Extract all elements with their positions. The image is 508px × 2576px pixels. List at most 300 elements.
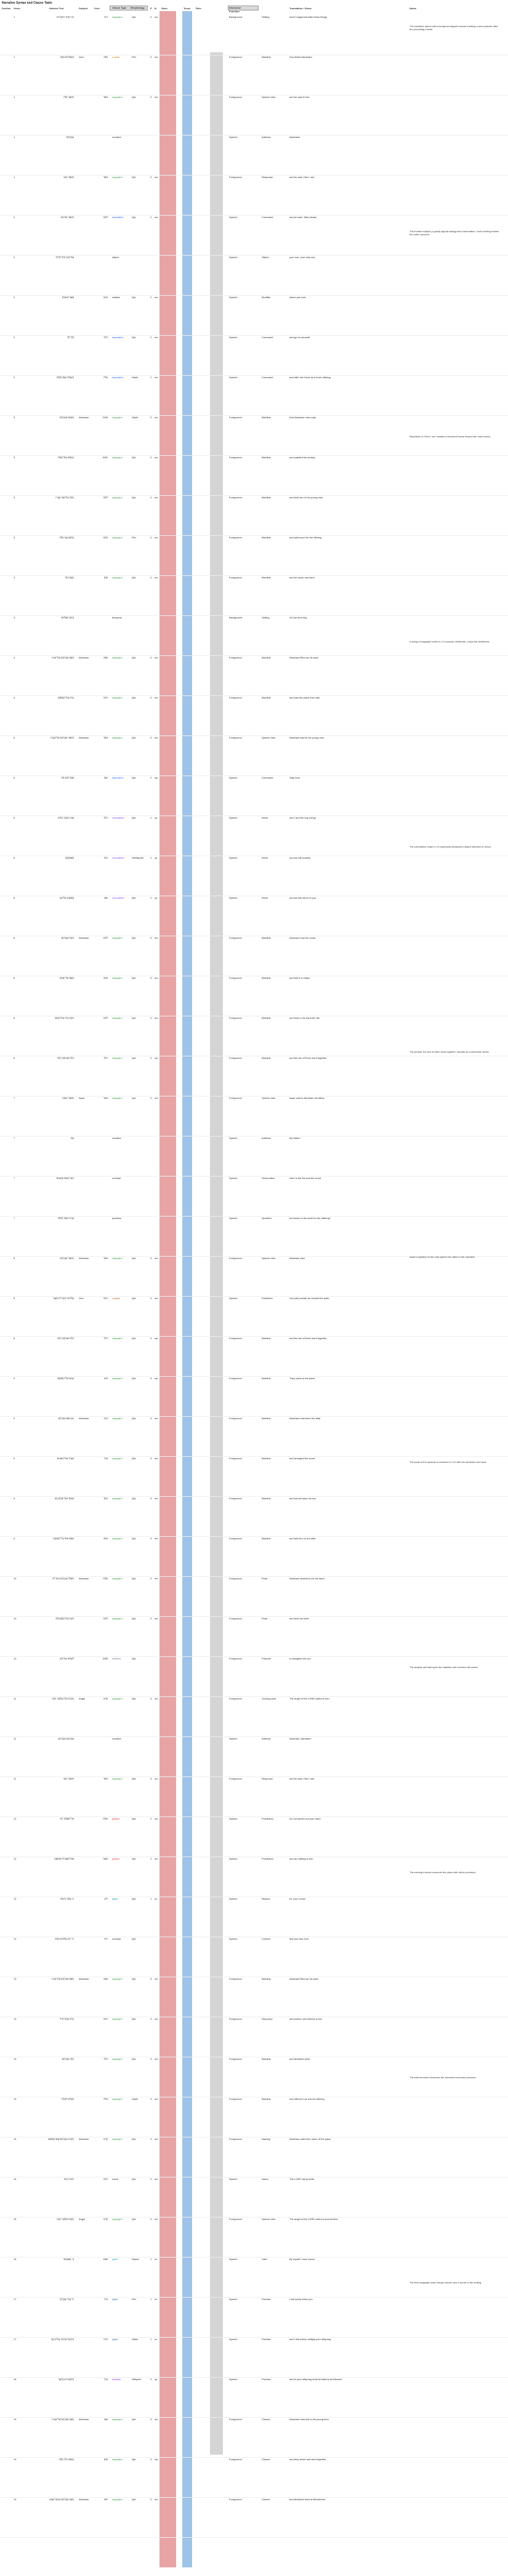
cell-ref: 13 <box>14 2057 17 2060</box>
cell-gloss: and saddled his donkey <box>289 456 316 459</box>
cell-ref: 19 <box>14 2458 17 2461</box>
cell-fn: Command <box>262 376 273 379</box>
cell-gloss: and took two of his young men <box>289 496 323 499</box>
cell-ref: 14 <box>14 2177 17 2181</box>
cell-fn: Mainline <box>262 1337 271 1340</box>
cell-ref: 7 <box>14 1136 15 1140</box>
cell-heb: וַיֹּאמֶר הִנֵּנִי <box>63 176 74 179</box>
table-row <box>0 55 508 95</box>
cell-gloss: and he said, Take please <box>289 216 317 219</box>
header-notes: Notes <box>409 7 417 10</box>
cell-heb: וַיִּקַּח אֶת־שְׁנֵי נְעָרָיו <box>55 496 74 499</box>
cell-morph: Qal <box>132 2137 136 2141</box>
cell-gloss: and bound Isaac his son <box>289 1497 316 1500</box>
cell-fn: Setting <box>262 15 270 18</box>
cell-fn: Mainline <box>262 1537 271 1540</box>
cell-p: 1 <box>150 2338 152 2341</box>
cell-morph: Hithpael <box>132 2378 141 2381</box>
cell-gloss: and saw the place from afar <box>289 696 320 699</box>
cell-gloss: whom you love <box>289 296 306 299</box>
cell-morph: Qal <box>132 1857 136 1860</box>
cell-fn: Promise <box>262 2298 271 2301</box>
note-text: The peak of the episode is reached in v.10 with the stretched out hand. <box>409 1460 487 1464</box>
cell-role: Foreground <box>229 2498 242 2501</box>
cell-role: Speech <box>229 2258 238 2261</box>
cell-role: Speech <box>229 136 238 139</box>
table-row <box>0 1496 508 1537</box>
cell-morph: Qal <box>132 976 136 979</box>
cell-ref: 13 <box>14 2017 17 2020</box>
cell-type: vocative <box>112 136 121 139</box>
cell-p: 3 <box>150 656 152 659</box>
cell-n: ms <box>155 2057 158 2060</box>
table-row <box>0 175 508 216</box>
cell-fn: Speech intro <box>262 95 276 99</box>
cell-heb: לִשְׁחֹט אֶת־בְּנוֹ <box>59 1657 74 1660</box>
cell-fn: Closure <box>262 2458 270 2461</box>
cell-n: mp <box>155 1377 158 1380</box>
cell-type: yiqtol <box>112 2298 118 2301</box>
cell-role: Speech <box>229 2378 238 2381</box>
cell-n: mp <box>155 776 158 779</box>
cell-gloss: And Abraham rose early <box>289 416 316 419</box>
cell-ref: 2 <box>14 376 15 379</box>
cell-role: Foreground <box>229 2057 242 2060</box>
cell-heb: וְנָשׁוּבָה אֲלֵיכֶם <box>60 896 74 899</box>
note-text: The fronted subject (x-qatal) signals background information: God's testing frames the entire account. <box>409 230 499 236</box>
cell-role: Foreground <box>229 496 242 499</box>
table-row <box>0 936 508 976</box>
cell-gloss: and arranged the wood <box>289 1457 315 1460</box>
cell-fn: Command <box>262 336 273 339</box>
cell-gloss: God will provide for himself the lamb <box>289 1297 329 1300</box>
cell-vb: היה <box>103 15 108 18</box>
table-row <box>0 2497 508 2538</box>
cell-fn: Turning point <box>262 1697 276 1700</box>
cell-role: Speech <box>229 1737 238 1740</box>
cell-type: wayyiqtol <box>112 2458 123 2461</box>
cell-vb: אמר <box>103 1096 108 1100</box>
cell-gloss: and he said, Here I am <box>289 1777 315 1780</box>
cell-p: 3 <box>150 1257 152 1260</box>
cell-gloss: Abraham called the name of the place <box>289 2137 331 2141</box>
cell-morph: Hishtaphel <box>132 856 143 859</box>
note-text: The naming formula connects the place with divine provision. <box>409 1871 477 1874</box>
cell-ref: 14 <box>14 2137 17 2141</box>
cell-heb: וַיַּעֲלֵהוּ לְעֹלָה <box>61 2097 74 2100</box>
cell-gloss: and the two of them went together <box>289 1337 327 1340</box>
cell-heb: וַיִּקְרָא אֵלָיו מַלְאַךְ יְהוָה <box>52 1697 74 1700</box>
cell-n: ms <box>155 696 158 699</box>
cell-role: Foreground <box>229 2458 242 2461</box>
cell-p: 2 <box>150 776 152 779</box>
cell-role: Background <box>229 15 243 18</box>
cell-fn: Speech intro <box>262 736 276 739</box>
cell-sub: God <box>79 55 84 59</box>
cell-morph: Hiphil <box>132 2338 139 2341</box>
cell-role: Foreground <box>229 1577 242 1580</box>
cell-type: wayyiqtol <box>112 2017 123 2020</box>
cell-gloss: Abraham returned to his young men <box>289 2418 329 2421</box>
cell-morph: Qal <box>132 15 136 18</box>
cell-ref: 9 <box>14 1457 15 1460</box>
cell-morph: Qal <box>132 336 136 339</box>
cell-type: wayyiqtol <box>112 1617 123 1620</box>
table-row <box>0 2297 508 2338</box>
cell-fn: Address <box>262 136 271 139</box>
cell-heb: הִנֵּה הָאֵשׁ וְהָעֵצִים <box>56 1177 74 1180</box>
cell-sub: Isaac <box>79 1096 85 1100</box>
cell-vb: ראה <box>103 2177 108 2181</box>
cell-fn: Mainline <box>262 1497 271 1500</box>
cell-heb: וַיְבַקַּע עֲצֵי עֹלָה <box>59 536 74 539</box>
cell-role: Speech <box>229 2177 238 2181</box>
cell-ref: 5 <box>14 776 15 779</box>
cell-n: ms <box>155 2498 158 2501</box>
cell-p: 3 <box>150 2218 152 2221</box>
cell-ref: 13 <box>14 2097 17 2100</box>
note-text: Repetition of 'Here I am' creates a structural frame around the main action. <box>409 435 491 438</box>
cell-n: ms <box>155 15 158 18</box>
cell-p: 2 <box>150 336 152 339</box>
cell-role: Speech <box>229 776 238 779</box>
table-row <box>0 2417 508 2458</box>
cell-morph: Qal <box>132 1417 136 1420</box>
cell-ref: 4 <box>14 696 15 699</box>
cell-type: object <box>112 256 119 259</box>
cell-vb: ראה <box>103 2017 108 2020</box>
cell-gloss: and he arose and went <box>289 576 315 579</box>
cell-role: Speech <box>229 336 238 339</box>
cell-p: 3 <box>150 1337 152 1340</box>
cell-fn: Speech intro <box>262 1257 276 1260</box>
cell-vb: בוא <box>104 1377 108 1380</box>
cell-role: Speech <box>229 2338 238 2341</box>
cell-type: wayyiqtol <box>112 936 123 939</box>
cell-vb: קרא <box>103 2137 108 2141</box>
cell-heb: כִּי עַתָּה יָדַעְתִּי <box>60 1897 74 1900</box>
cell-vb: עקד <box>103 1497 108 1500</box>
cell-fn: Closure <box>262 2498 270 2501</box>
table-row <box>0 655 508 696</box>
cell-fn: Content <box>262 1937 271 1940</box>
cell-ref: 9 <box>14 1497 15 1500</box>
cell-heb: וַיִּקַּח בְּיָדוֹ אֶת־הָאֵשׁ <box>55 1016 74 1019</box>
cell-type: wayyiqtol <box>112 1497 123 1500</box>
cell-ref: 9 <box>14 1537 15 1540</box>
cell-vb: לקח <box>103 1016 108 1019</box>
cell-type: vocative <box>112 1737 121 1740</box>
note-text: The oath formula introduces the renewed covenant promises. <box>409 2076 477 2079</box>
table-row <box>0 1376 508 1417</box>
cell-fn: Mainline <box>262 1977 271 1980</box>
cell-heb: וַיַּרְא אֶת־הַמָּקוֹם <box>57 696 74 699</box>
note-text: The cohortative chain in v.5 expresses Abraham's stated intention to return. <box>409 845 492 848</box>
cell-type: wayyiqtol <box>112 1257 123 1260</box>
cell-morph: Qal <box>132 936 136 939</box>
cell-role: Foreground <box>229 1257 242 1260</box>
cell-gloss: I will surely bless you <box>289 2298 313 2301</box>
cell-p: 3 <box>150 1016 152 1019</box>
cell-type: x-qatal <box>112 55 120 59</box>
cell-type: wayyiqtol <box>112 536 123 539</box>
cell-morph: Qal <box>132 1817 136 1820</box>
cell-ref: 3 <box>14 576 15 579</box>
cell-n: ms <box>155 2177 158 2181</box>
cell-fn: Promise <box>262 2378 271 2381</box>
cell-heb: וַיִּשָּׂא אַבְרָהָם אֶת־עֵינָיו <box>52 1977 74 1980</box>
cell-ref: 1 <box>14 55 15 59</box>
cell-gloss: Abraham said to his young men <box>289 736 325 739</box>
cell-n: ms <box>155 656 158 659</box>
cell-heb: יְהוָה יִרְאֶה <box>63 2177 74 2181</box>
cell-fn: Mainline <box>262 1377 271 1380</box>
cell-fn: Mainline <box>262 456 271 459</box>
cell-n: ms <box>155 496 158 499</box>
cell-fn: Promise <box>262 2338 271 2341</box>
cell-p: 3 <box>150 2097 152 2100</box>
cell-gloss: Here is the fire and the wood <box>289 1177 321 1180</box>
cell-ref: 15 <box>14 2218 17 2221</box>
cell-morph: Hiphil <box>132 376 139 379</box>
cell-gloss: and took the knife <box>289 1617 309 1620</box>
cell-morph: Hiphil <box>132 2097 139 2100</box>
cell-vb: שבע <box>103 2258 108 2261</box>
cell-type: wayyiqtol <box>112 1777 123 1780</box>
cell-type: wayyiqtol <box>112 1377 123 1380</box>
header-function: Function <box>229 10 240 13</box>
cell-gloss: for now I know <box>289 1897 305 1900</box>
cell-vb: לקח <box>103 496 108 499</box>
cell-n: ms <box>155 55 158 59</box>
cell-n: ms <box>155 976 158 979</box>
cell-heb: אֲשֶׁר־אָהַבְתָּ <box>62 296 74 299</box>
cell-p: 3 <box>150 936 152 939</box>
cell-role: Foreground <box>229 696 242 699</box>
cell-sub: Abraham <box>79 1257 89 1260</box>
cell-type: question <box>112 1217 122 1220</box>
cell-ref: 7 <box>14 1177 15 1180</box>
cell-p: 3 <box>150 2498 152 2501</box>
cell-n: cs <box>155 1897 157 1900</box>
cell-ref: 3 <box>14 496 15 499</box>
cell-n: ms <box>155 2137 158 2141</box>
cell-heb: וַיָּקֻמוּ וַיֵּלְכוּ יַחְדָּו <box>58 2458 74 2461</box>
table-row <box>0 295 508 336</box>
cell-ref: 18 <box>14 2378 17 2381</box>
table-row <box>0 1776 508 1817</box>
cell-heb: וַיִּשְׁלַח אַבְרָהָם אֶת־יָדוֹ <box>52 1577 74 1580</box>
cell-n: cs <box>155 2258 157 2261</box>
cell-fn: Setting <box>262 616 270 619</box>
cell-gloss: Isaac said to Abraham his father <box>289 1096 325 1100</box>
cell-role: Speech <box>229 1897 238 1900</box>
cell-fn: Mainline <box>262 1457 271 1460</box>
cell-heb: וַיֹּאמֶר קַח־נָא <box>60 216 74 219</box>
cell-p: 3 <box>150 1457 152 1460</box>
cell-fn: Mainline <box>262 2097 271 2100</box>
cell-p: 3 <box>150 456 152 459</box>
cell-fn: Mainline <box>262 1417 271 1420</box>
cell-type: name <box>112 2177 119 2181</box>
cell-ref: 8 <box>14 1257 15 1260</box>
cell-fn: Intent <box>262 816 268 819</box>
cell-vb: רבה <box>103 2338 108 2341</box>
table-row <box>0 135 508 176</box>
cell-n: ms <box>155 1457 158 1460</box>
cell-heb: וַיִּקְרָא מַלְאַךְ יְהוָה <box>57 2218 74 2221</box>
cell-p: 3 <box>150 2458 152 2461</box>
cell-vb: שכם <box>103 416 108 419</box>
cell-role: Foreground <box>229 936 242 939</box>
cell-role: Speech <box>229 376 238 379</box>
cell-gloss: and in your offspring shall all nations be blessed <box>289 2378 342 2381</box>
cell-heb: וַיֹּאמֶר אַבְרָהָם אֶל־נְעָרָיו <box>50 736 74 739</box>
note-text: The angelic call interrupts the mainline and reverses the action. <box>409 1666 479 1669</box>
cell-heb: וַיָּקָם וַיֵּלֶךְ <box>65 576 74 579</box>
cell-vb: אמר <box>103 176 108 179</box>
cell-type: wayyiqtol <box>112 1337 123 1340</box>
cell-morph: Qal <box>132 896 136 899</box>
cell-morph: Qal <box>132 1337 136 1340</box>
cell-ref: 10 <box>14 1657 17 1660</box>
cell-role: Foreground <box>229 55 242 59</box>
cell-ref: 19 <box>14 2418 17 2421</box>
note-text: The narrative opens with a temporal wayyehi clause marking a new episode after the preceding events. <box>409 25 498 31</box>
cell-n: ms <box>155 1817 158 1820</box>
cell-sub: Angel <box>79 2218 86 2221</box>
cell-type: wayyiqtol <box>112 95 123 99</box>
cell-p: 3 <box>150 1417 152 1420</box>
table-row <box>0 455 508 496</box>
cell-fn: Reason <box>262 1897 270 1900</box>
table-row <box>0 1817 508 1857</box>
table-row <box>0 2257 508 2298</box>
cell-p: 1 <box>150 896 152 899</box>
cell-p: 3 <box>150 496 152 499</box>
cell-vb: שלח <box>103 1577 108 1580</box>
cell-role: Speech <box>229 816 238 819</box>
cell-gloss: and the two of them went together <box>289 1056 327 1059</box>
cell-sub: God <box>79 1297 84 1300</box>
table-row <box>0 2097 508 2137</box>
cell-morph: Qal <box>132 456 136 459</box>
cell-fn: Prohibition <box>262 1857 273 1860</box>
cell-gloss: God tested Abraham <box>289 55 312 59</box>
cell-sub: Abraham <box>79 656 89 659</box>
cell-gloss: Stay here <box>289 776 300 779</box>
cell-vb: קרא <box>103 1697 108 1700</box>
cell-heb: וַיָּשָׁב אַבְרָהָם אֶל־נְעָרָיו <box>52 2418 74 2421</box>
cell-ref: 8 <box>14 1337 15 1340</box>
cell-heb: וַיֹּאמֶר אַבְרָהָם <box>60 1257 74 1260</box>
table-row <box>0 495 508 536</box>
cell-role: Foreground <box>229 536 242 539</box>
cell-heb: וַיֵּשֶׁב אַבְרָהָם בִּבְאֵר שָׁבַע <box>49 2498 74 2501</box>
cell-morph: Qal <box>132 296 136 299</box>
header-number: N <box>155 7 156 10</box>
cell-fn: Speech intro <box>262 2218 276 2221</box>
cell-n: ms <box>155 1577 158 1580</box>
cell-n: cp <box>155 896 158 899</box>
note-text: The final wayyiqtol chain brings closure and a return to the setting. <box>409 2281 482 2284</box>
cell-type: cohortative <box>112 896 124 899</box>
cell-role: Speech <box>229 1297 238 1300</box>
cell-vb: ערך <box>103 1457 108 1460</box>
cell-fn: Intent <box>262 856 268 859</box>
cell-fn: Mainline <box>262 55 271 59</box>
cell-gloss: By myself I have sworn <box>289 2258 315 2261</box>
header-subject: Subject <box>79 7 88 10</box>
cell-ref: 3 <box>14 416 15 419</box>
cell-gloss: and he said to him <box>289 95 310 99</box>
cell-vb: נסה <box>103 55 108 59</box>
cell-p: 3 <box>150 1056 152 1059</box>
cell-sub: Abraham <box>79 936 89 939</box>
cell-gloss: They came to the place <box>289 1377 315 1380</box>
cell-n: ms <box>155 536 158 539</box>
cell-morph: Qal <box>132 1497 136 1500</box>
cell-role: Speech <box>229 1136 238 1140</box>
cell-p: 3 <box>150 95 152 99</box>
cell-type: wayyiqtol <box>112 736 123 739</box>
cell-p: 3 <box>150 176 152 179</box>
cell-n: ms <box>155 176 158 179</box>
cell-type: wayyiqtol <box>112 1096 123 1100</box>
cell-p: 3 <box>150 2378 152 2381</box>
cell-heb: וַאֲנִי וְהַנַּעַר נֵלְכָה <box>57 816 74 819</box>
cell-morph: Piel <box>132 55 136 59</box>
cell-morph: Qal <box>132 2218 136 2221</box>
cell-sub: Abraham <box>79 1977 89 1980</box>
cell-n: ms <box>155 1977 158 1980</box>
table-row <box>0 1897 508 1937</box>
cell-heb: אַבְרָהָם אַבְרָהָם <box>58 1737 74 1740</box>
table-row <box>0 2457 508 2498</box>
cell-p: 3 <box>150 1777 152 1780</box>
cell-sub: Abraham <box>79 416 89 419</box>
cell-vb: לקח <box>103 1617 108 1620</box>
cell-type: wayyiqtol <box>112 2137 123 2141</box>
cell-type: vocative <box>112 1136 121 1140</box>
cell-morph: Niphal <box>132 2258 139 2261</box>
cell-p: 3 <box>150 576 152 579</box>
cell-heb: וַיְהִי אַחַר הַדְּבָרִים <box>57 15 74 18</box>
cell-role: Speech <box>229 856 238 859</box>
cell-sub: Abraham <box>79 1577 89 1580</box>
table-row <box>0 1937 508 1977</box>
cell-vb: הלך <box>103 816 108 819</box>
cell-fn: Mainline <box>262 576 271 579</box>
cell-p: 3 <box>150 1977 152 1980</box>
cell-ref: 3 <box>14 536 15 539</box>
cell-morph: Qal <box>132 1777 136 1780</box>
cell-vb: נשא <box>103 656 108 659</box>
cell-fn: Mainline <box>262 976 271 979</box>
cell-n: ms <box>155 1096 158 1100</box>
cell-n: ms <box>155 1417 158 1420</box>
cell-type: relative <box>112 296 120 299</box>
cell-gloss: and took in his hand the fire <box>289 1016 320 1019</box>
cell-heb: וַיַּעֲרֹךְ אֶת־הָעֵצִים <box>57 1457 74 1460</box>
cell-ref: 17 <box>14 2338 17 2341</box>
cell-p: 3 <box>150 2137 152 2141</box>
table-row <box>0 1857 508 1897</box>
cell-p: 1 <box>150 856 152 859</box>
cell-n: cs <box>155 2298 157 2301</box>
cell-gloss: Abraham lifted up his eyes <box>289 1977 319 1980</box>
cell-fn: Intent <box>262 896 268 899</box>
